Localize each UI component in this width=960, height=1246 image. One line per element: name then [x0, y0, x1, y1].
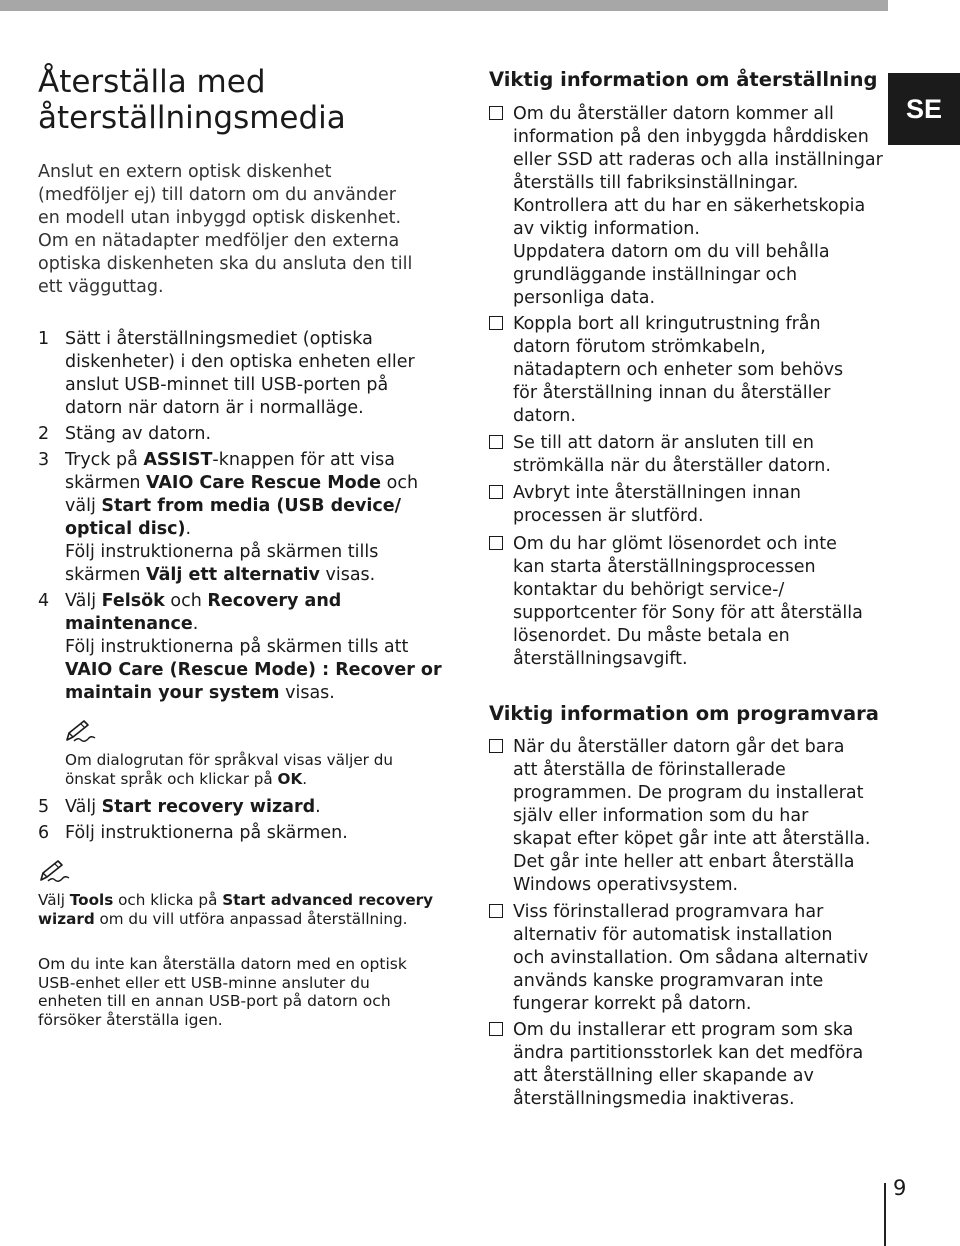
step-2 [38, 423, 453, 446]
footer-note [38, 955, 458, 1029]
checkbox-icon [489, 1022, 503, 1036]
item-line: alternativ för automatisk installation [513, 925, 833, 945]
step-line: skärmen VAIO Care Rescue Mode och [65, 473, 419, 493]
list-item [489, 313, 889, 428]
intro-line: Om en nätadapter medföljer den externa [38, 231, 400, 251]
intro-line: en modell utan inbyggd optisk diskenhet. [38, 208, 402, 228]
item-line: och avinstallation. Om sådana alternativ [513, 948, 869, 968]
heading-recovery-info: Viktig information om återställning [489, 68, 878, 91]
checkbox-icon [489, 435, 503, 449]
intro-line: ett vägguttag. [38, 277, 164, 297]
item-line: Windows operativsystem. [513, 875, 739, 895]
item-line: datorn förutom strömkabeln, [513, 337, 766, 357]
item-line: ändra partitionsstorlek kan det medföra [513, 1043, 864, 1063]
item-line: Om du installerar ett program som ska [513, 1020, 854, 1040]
item-line: fungerar korrekt på datorn. [513, 994, 752, 1014]
item-line: återställs till fabriksinställningar. [513, 173, 799, 193]
step-line: Följ instruktionerna på skärmen tills att [65, 637, 409, 657]
top-rule [0, 0, 888, 11]
page-number-rule [884, 1183, 886, 1246]
step-line: maintain your system visas. [65, 683, 335, 703]
title-line: Återställa med [38, 64, 266, 100]
step-line: optical disc). [65, 519, 192, 539]
item-line: Kontrollera att du har en säkerhetskopia [513, 196, 866, 216]
intro-paragraph [38, 161, 448, 299]
step-number: 4 [38, 591, 50, 611]
step-5 [38, 796, 453, 819]
step-line: VAIO Care (Rescue Mode) : Recover or [65, 660, 442, 680]
checkbox-icon [489, 485, 503, 499]
step-4 [38, 590, 453, 705]
item-line: att återställa de förinstallerade [513, 760, 786, 780]
item-line: att återställning eller skapande av [513, 1066, 814, 1086]
item-line: nätadaptern och enheter som behövs [513, 360, 844, 380]
list-item [489, 482, 889, 528]
item-line: Avbryt inte återställningen innan [513, 483, 801, 503]
note-line: wizard om du vill utföra anpassad återställning. [38, 910, 408, 928]
list-item [489, 1019, 889, 1111]
step-line: Tryck på ASSIST-knappen för att visa [65, 450, 396, 470]
footer-line: enheten till en annan USB-port på datorn och [38, 992, 391, 1010]
checkbox-icon [489, 316, 503, 330]
item-line: används kanske programvaran inte [513, 971, 824, 991]
step-line: Följ instruktionerna på skärmen. [65, 823, 348, 843]
language-tab: SE [888, 73, 960, 145]
item-line: kan starta återställningsprocessen [513, 557, 816, 577]
page-title [38, 64, 458, 136]
item-line: återställningsmedia inaktiveras. [513, 1089, 795, 1109]
step-line: skärmen Välj ett alternativ visas. [65, 565, 376, 585]
heading-software-info: Viktig information om programvara [489, 702, 879, 725]
item-line: processen är slutförd. [513, 506, 704, 526]
item-line: När du återställer datorn går det bara [513, 737, 845, 757]
step-line: anslut USB-minnet till USB-porten på [65, 375, 389, 395]
pencil-note-icon [38, 858, 72, 884]
step-line: Sätt i återställningsmediet (optiska [65, 329, 373, 349]
step-3 [38, 449, 453, 587]
step-line: datorn när datorn är i normalläge. [65, 398, 364, 418]
page-number: 9 [893, 1176, 907, 1200]
footer-line: försöker återställa igen. [38, 1010, 223, 1029]
step-6 [38, 822, 453, 845]
item-line: för återställning innan du återställer [513, 383, 831, 403]
step-number: 2 [38, 424, 50, 444]
step-number: 6 [38, 823, 50, 843]
footer-line: USB-enhet eller ett USB-minne ansluter du [38, 973, 370, 992]
list-item [489, 432, 889, 478]
intro-line: Anslut en extern optisk diskenhet [38, 162, 332, 182]
steps-list [38, 328, 453, 705]
note-line: Om dialogrutan för språkval visas väljer du [65, 751, 394, 769]
item-line: Viss förinstallerad programvara har [513, 902, 824, 922]
item-line: datorn. [513, 406, 576, 426]
steps-list-continued [38, 796, 453, 845]
item-line: återställningsavgift. [513, 649, 688, 669]
list-item [489, 533, 889, 671]
list-item [489, 103, 889, 310]
step-line: Välj Start recovery wizard. [65, 797, 321, 817]
checkbox-icon [489, 739, 503, 753]
checkbox-icon [489, 904, 503, 918]
list-item [489, 901, 889, 1016]
note-advanced-recovery [38, 891, 458, 929]
footer-line: Om du inte kan återställa datorn med en optisk [38, 955, 407, 973]
item-line: grundläggande inställningar och [513, 265, 798, 285]
pencil-note-icon [64, 718, 98, 744]
item-line: lösenordet. Du måste betala en [513, 626, 790, 646]
item-line: eller SSD att raderas och alla inställningar [513, 150, 883, 170]
step-number: 1 [38, 329, 50, 349]
step-line: Stäng av datorn. [65, 424, 212, 444]
item-line: själv eller information som du har [513, 806, 809, 826]
item-line: Koppla bort all kringutrustning från [513, 314, 821, 334]
item-line: Se till att datorn är ansluten till en [513, 433, 814, 453]
intro-line: (medföljer ej) till datorn om du använder [38, 185, 396, 205]
note-line: önskat språk och klickar på OK. [65, 770, 308, 788]
note-language [65, 751, 455, 789]
note-line: Välj Tools och klicka på Start advanced recovery [38, 891, 434, 909]
item-line: av viktig information. [513, 219, 700, 239]
intro-line: optiska diskenheten ska du ansluta den till [38, 254, 413, 274]
title-line: återställningsmedia [38, 100, 346, 136]
item-line: strömkälla när du återställer datorn. [513, 456, 831, 476]
item-line: information på den inbyggda hårddisken [513, 127, 869, 147]
item-line: programmen. De program du installerat [513, 783, 864, 803]
item-line: skapat efter köpet går inte att återställa. [513, 829, 871, 849]
item-line: Det går inte heller att enbart återställa [513, 852, 855, 872]
item-line: kontaktar du behörigt service-/ [513, 580, 785, 600]
step-number: 5 [38, 797, 50, 817]
item-line: personliga data. [513, 288, 656, 308]
step-line: Välj Felsök och Recovery and [65, 591, 342, 611]
checkbox-icon [489, 536, 503, 550]
checkbox-icon [489, 106, 503, 120]
item-line: Om du återställer datorn kommer all [513, 104, 834, 124]
step-line: välj Start from media (USB device/ [65, 496, 402, 516]
item-line: Om du har glömt lösenordet och inte [513, 534, 837, 554]
step-line: diskenheter) i den optiska enheten eller [65, 352, 415, 372]
item-line: Uppdatera datorn om du vill behålla [513, 242, 830, 262]
list-item [489, 736, 889, 897]
step-line: maintenance. [65, 614, 199, 634]
step-line: Följ instruktionerna på skärmen tills [65, 542, 379, 562]
step-number: 3 [38, 450, 50, 470]
item-line: supportcenter för Sony för att återställa [513, 603, 863, 623]
step-1 [38, 328, 453, 420]
